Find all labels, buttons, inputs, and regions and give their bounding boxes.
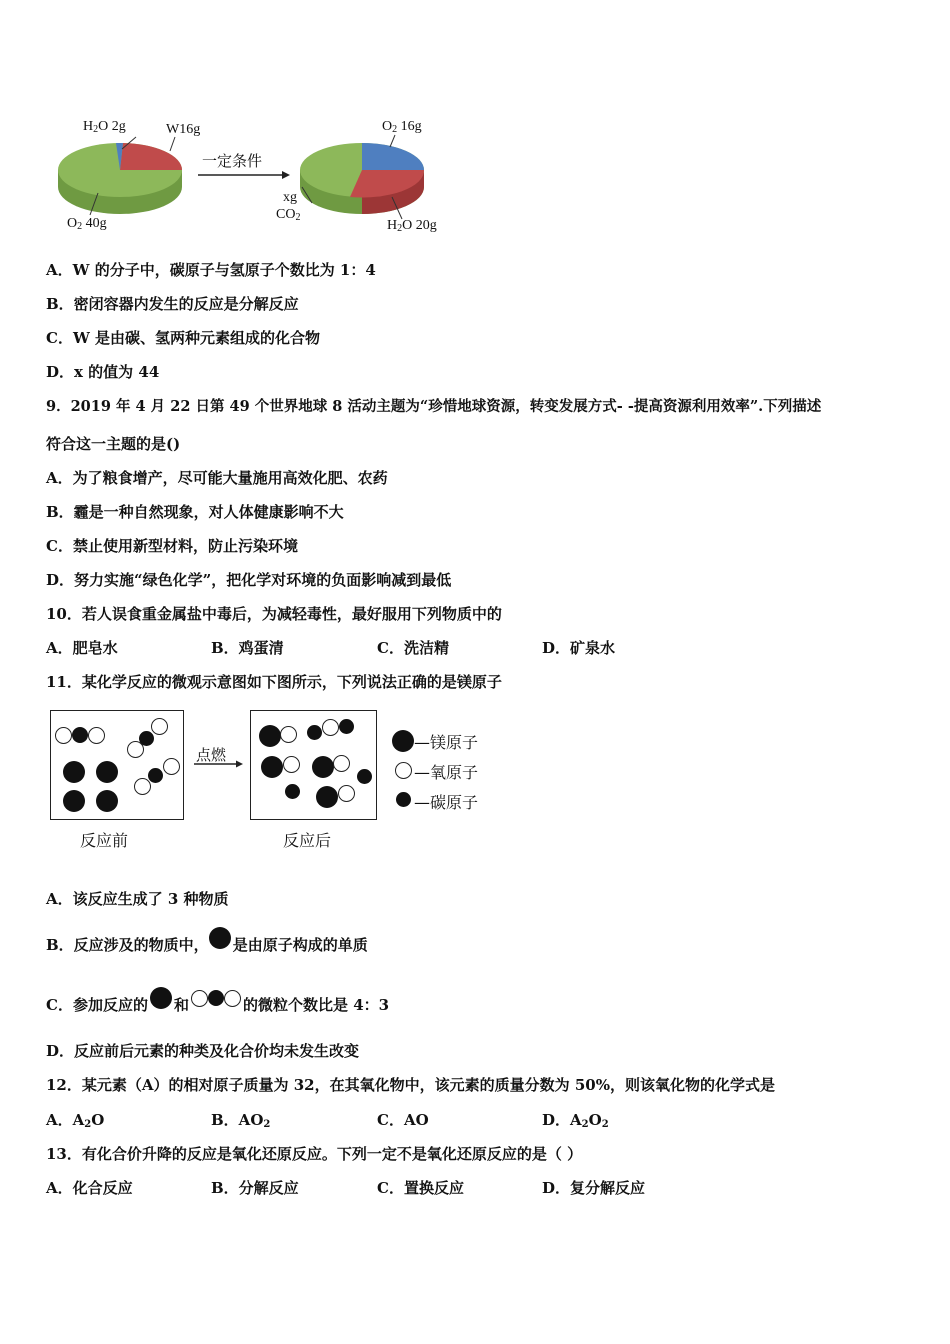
arrow-label: 一定条件 — [202, 152, 263, 170]
q12-option-b[interactable]: B．$AO_2$ — [211, 1111, 271, 1130]
o2-molecule-icon — [189, 988, 243, 1008]
q11-option-a[interactable]: A．该反应生成了 3 种物质 — [46, 890, 229, 908]
reaction-legend — [392, 728, 502, 818]
q8-option-d[interactable]: D．x 的值为 44 — [46, 363, 160, 381]
q8-option-a[interactable]: A．W 的分子中，碳原子与氢原子个数比为 1：4 — [46, 261, 376, 279]
q13-option-c[interactable]: C．置换反应 — [377, 1179, 464, 1197]
left-o2-label: $O_2$ 40g — [67, 216, 107, 232]
q12-option-a[interactable]: A．$A_2O$ — [46, 1111, 105, 1130]
q11-option-b[interactable]: B．反应涉及的物质中， 是由原子构成的单质 — [46, 935, 368, 957]
pie-figure — [50, 115, 470, 245]
right-o2-label: $O_2$ 16g — [382, 119, 422, 135]
right-h2o-label: $H_2O$ 20g — [387, 218, 437, 234]
q9-stem-line1: 9．2019 年 4 月 22 日第 49 个世界地球 8 活动主题为“珍惜地球资源，转变发展方式- -提高资源利用效率”.下列描述 — [46, 398, 822, 415]
q8-option-c[interactable]: C．W 是由碳、氢两种元素组成的化合物 — [46, 329, 321, 347]
left-h2o-label: $H_2O$ 2g — [83, 119, 126, 135]
q13-stem: 13．有化合价升降的反应是氧化还原反应。下列一定不是氧化还原反应的是（ ） — [46, 1145, 583, 1163]
q9-option-d[interactable]: D．努力实施“绿色化学”，把化学对环境的负面影响减到最低 — [46, 571, 452, 589]
mg-atom-icon — [209, 927, 233, 949]
q13-option-a[interactable]: A．化合反应 — [46, 1179, 133, 1197]
left-pie-red-slice — [120, 143, 182, 170]
q12-option-d[interactable]: D．$A_2O_2$ — [542, 1111, 609, 1130]
q9-option-c[interactable]: C．禁止使用新型材料，防止污染环境 — [46, 537, 298, 555]
mg-atom-icon — [148, 987, 174, 1009]
q9-option-b[interactable]: B．霾是一种自然现象，对人体健康影响不大 — [46, 503, 344, 521]
legend-o: —氧原子 — [414, 763, 479, 782]
q8-option-b[interactable]: B．密闭容器内发生的反应是分解反应 — [46, 295, 299, 313]
reaction-arrow — [192, 744, 244, 774]
legend-c: —碳原子 — [414, 793, 479, 812]
right-xg-label: xg — [283, 190, 297, 205]
q10-option-b[interactable]: B．鸡蛋清 — [211, 639, 284, 657]
after-caption: 反应后 — [283, 831, 332, 850]
q11-option-d[interactable]: D．反应前后元素的种类及化合价均未发生改变 — [46, 1042, 360, 1060]
q11-stem: 11．某化学反应的微观示意图如下图所示，下列说法正确的是镁原子 — [46, 673, 502, 691]
q10-option-c[interactable]: C．洗洁精 — [377, 639, 449, 657]
right-pie-blue-slice — [362, 143, 424, 170]
before-caption: 反应前 — [80, 831, 129, 850]
q10-stem: 10．若人误食重金属盐中毒后，为减轻毒性，最好服用下列物质中的 — [46, 605, 502, 623]
q12-option-c[interactable]: C．AO — [377, 1111, 429, 1129]
q9-option-a[interactable]: A．为了粮食增产，尽可能大量施用高效化肥、农药 — [46, 469, 388, 487]
reaction-arrow-label: 点燃 — [196, 746, 227, 764]
q11-option-c[interactable]: C．参加反应的 和 的微粒个数比是 4：3 — [46, 995, 389, 1017]
q10-option-a[interactable]: A．肥皂水 — [46, 639, 118, 657]
q12-stem: 12．某元素（A）的相对原子质量为 32，在其氧化物中，该元素的质量分数为 50%，则该氧化物的化学式是 — [46, 1076, 775, 1094]
reaction-after-box — [250, 710, 377, 820]
q9-stem-line2: 符合这一主题的是() — [46, 435, 181, 453]
right-co2-label: $CO_2$ — [276, 207, 301, 223]
legend-mg: —镁原子 — [414, 733, 479, 752]
q13-option-d[interactable]: D．复分解反应 — [542, 1179, 646, 1197]
reaction-before-box — [50, 710, 184, 820]
q10-option-d[interactable]: D．矿泉水 — [542, 639, 616, 657]
q13-option-b[interactable]: B．分解反应 — [211, 1179, 299, 1197]
left-w-label: W16g — [166, 122, 201, 137]
